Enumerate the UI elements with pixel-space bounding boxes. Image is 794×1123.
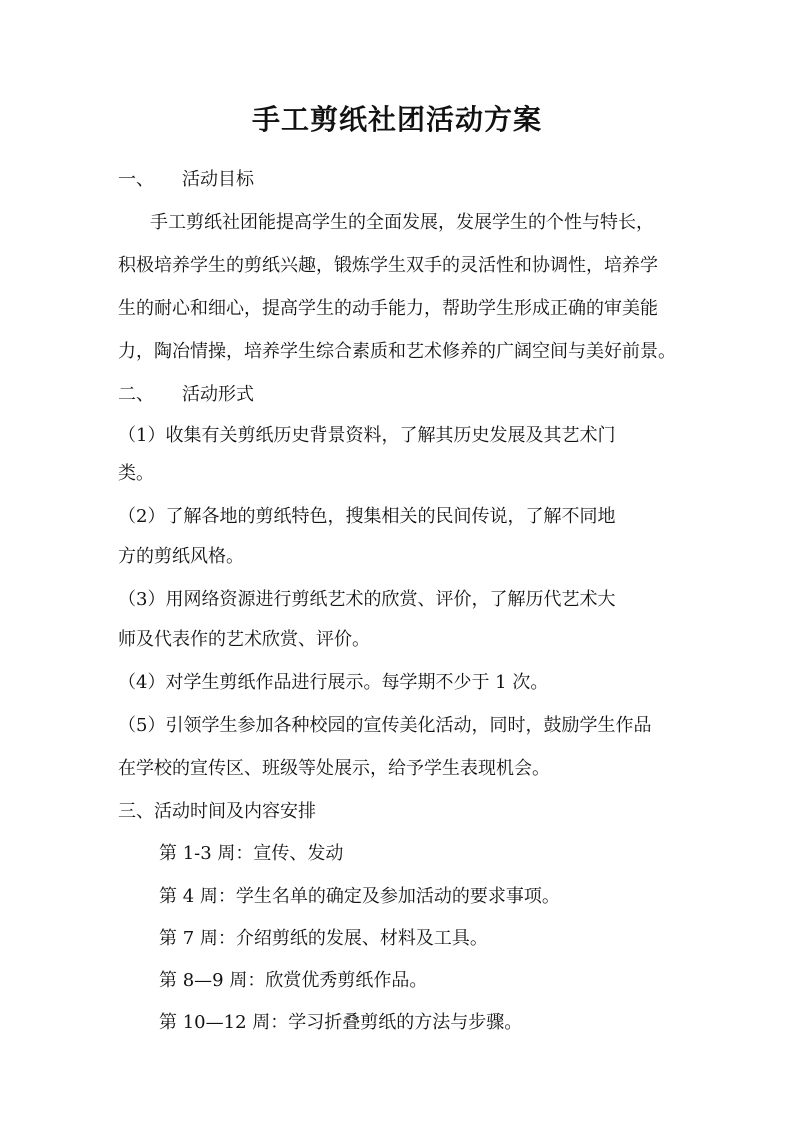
schedule-item: 第 1-3 周：宣传、发动 — [159, 843, 344, 864]
section-heading-form — [118, 383, 254, 407]
section-heading-schedule: 三、活动时间及内容安排 — [118, 801, 316, 822]
list-item-1-line-1: （1）收集有关剪纸历史背景资料，了解其历史发展及其艺术门 — [118, 425, 616, 446]
document-title: 手工剪纸社团活动方案 — [251, 103, 542, 136]
paragraph-line: 积极培养学生的剪纸兴趣，锻炼学生双手的灵活性和协调性，培养学 — [118, 255, 658, 276]
list-item-4-line-1: （4）对学生剪纸作品进行展示。每学期不少于 1 次。 — [118, 672, 549, 693]
schedule-item: 第 7 周：介绍剪纸的发展、材料及工具。 — [159, 928, 488, 949]
list-item-1-line-2: 类。 — [118, 463, 154, 484]
list-item-3-line-1: （3）用网络资源进行剪纸艺术的欣赏、评价，了解历代艺术大 — [118, 589, 616, 610]
paragraph-line: 手工剪纸社团能提高学生的全面发展，发展学生的个性与特长， — [150, 212, 654, 233]
schedule-item: 第 8—9 周：欣赏优秀剪纸作品。 — [159, 970, 428, 991]
section-title: 活动目标 — [182, 169, 254, 190]
paragraph-line: 生的耐心和细心，提高学生的动手能力，帮助学生形成正确的审美能 — [118, 298, 658, 319]
list-item-2-line-2: 方的剪纸风格。 — [118, 546, 244, 567]
section-number: 二、 — [118, 384, 154, 405]
list-item-5-line-1: （5）引领学生参加各种校园的宣传美化活动，同时，鼓励学生作品 — [118, 715, 652, 736]
paragraph-line: 力，陶冶情操，培养学生综合素质和艺术修养的广阔空间与美好前景。 — [118, 341, 676, 362]
list-item-5-line-2: 在学校的宣传区、班级等处展示，给予学生表现机会。 — [118, 758, 550, 779]
section-heading-goal — [118, 168, 254, 192]
section-number: 一、 — [118, 169, 154, 190]
schedule-item: 第 4 周：学生名单的确定及参加活动的要求事项。 — [159, 886, 560, 907]
list-item-2-line-1: （2）了解各地的剪纸特色，搜集相关的民间传说，了解不同地 — [118, 506, 616, 527]
list-item-3-line-2: 师及代表作的艺术欣赏、评价。 — [118, 629, 370, 650]
schedule-item: 第 10—12 周：学习折叠剪纸的方法与步骤。 — [159, 1012, 523, 1033]
section-title: 活动形式 — [182, 384, 254, 405]
